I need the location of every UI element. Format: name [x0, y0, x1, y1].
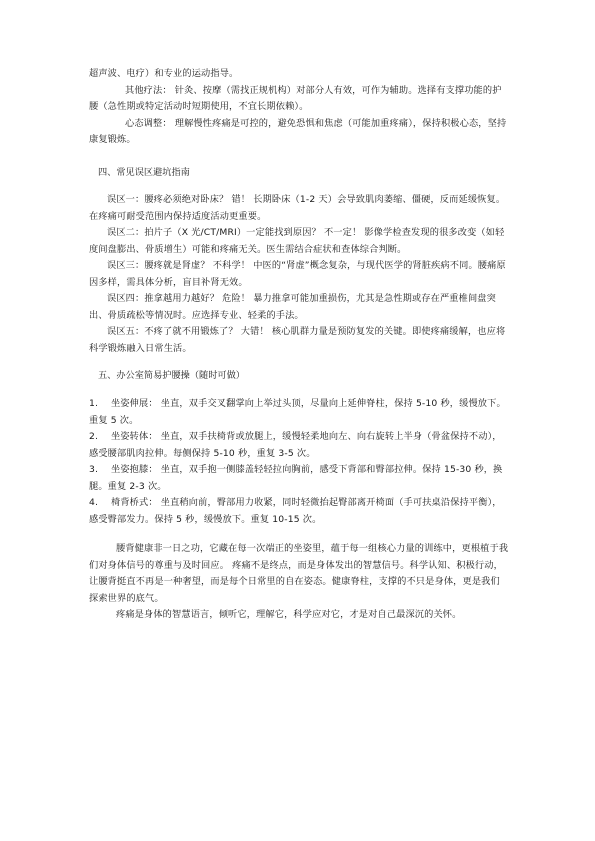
section-heading-office-exercise: 五、办公室简易护腰操（随时可做） [98, 370, 245, 381]
list-number: 2. [89, 431, 99, 442]
list-text: 坐姿伸展： 坐直，双手交叉翻掌向上举过头顶，尽量向上延伸脊柱，保持 5-10 秒，缓慢放下。重复 5 次。 [89, 398, 506, 426]
list-item [89, 396, 509, 429]
list-item [89, 462, 509, 495]
paragraph-therapy-end [89, 66, 509, 149]
paragraph-other-therapy: 其他疗法： 针灸、按摩（需找正规机构）对部分人有效，可作为辅助。选择有支撑功能的护腰（急性期或特定活动时短期使用，不宜长期依赖）。 [89, 84, 502, 112]
misconception-4: 误区四：推拿越用力越好？ 危险！ 暴力推拿可能加重损伤，尤其是急性期或存在严重椎间盘突出、骨质疏松等情况时。应选择专业、轻柔的手法。 [89, 293, 496, 321]
list-number: 4. [89, 497, 99, 508]
closing-paragraph-2: 疼痛是身体的智慧语言，倾听它，理解它，科学应对它，才是对自己最深沉的关怀。 [116, 609, 462, 620]
list-item [89, 495, 509, 528]
paragraph-misconception-group [89, 192, 509, 357]
list-text: 椅背桥式： 坐直稍向前，臀部用力收紧，同时轻微抬起臀部离开椅面（手可扶桌沿保持平衡），感受臀部发力。保持 5 秒，缓慢放下。重复 10-15 次。 [89, 497, 502, 525]
misconception-3: 误区三：腰疼就是肾虚？ 不科学！ 中医的“肾虚”概念复杂，与现代医学的肾脏疾病不同。腰痛原因多样，需具体分析，盲目补肾无效。 [89, 260, 506, 288]
paragraph-mental-adjust: 心态调整： 理解慢性疼痛是可控的，避免恐惧和焦虑（可能加重疼痛），保持积极心态，坚持康复锻炼。 [89, 117, 507, 145]
list-text: 坐姿抱膝： 坐直，双手抱一侧膝盖轻轻拉向胸前，感受下背部和臀部拉伸。保持 15-30 秒，换腿。重复 2-3 次。 [89, 464, 503, 492]
misconception-5: 误区五：不疼了就不用锻炼了？ 大错！ 核心肌群力量是预防复发的关键。即使疼痛缓解，也应将科学锻炼融入日常生活。 [89, 326, 506, 354]
misconception-2: 误区二：拍片子（X 光/CT/MRI）一定能找到原因？ 不一定！ 影像学检查发现的很多改变（如轻度间盘膨出、骨质增生）可能和疼痛无关。医生需结合症状和查体综合判断。 [89, 227, 505, 255]
list-number: 3. [89, 464, 99, 475]
closing-paragraph-1: 腰背健康非一日之功，它藏在每一次端正的坐姿里，蕴于每一组核心力量的训练中，更根植于我们对身体信号的尊重与及时回应。 疼痛不是终点，而是身体发出的智慧信号。科学认知、积极行动，让腰背挺直不再是一种奢望，而是每个日常里的自在姿态。健康脊柱，支撑的不只是身体，更是我们探索世界的底气。 [89, 543, 509, 604]
exercise-list [89, 396, 509, 528]
section-heading-misconceptions: 四、常见误区避坑指南 [98, 167, 190, 178]
list-text: 坐姿转体： 坐直，双手扶椅背或放腿上，缓慢轻柔地向左、向右旋转上半身（骨盆保持不动），感受腰部肌肉拉伸。每侧保持 5-10 秒，重复 3-5 次。 [89, 431, 502, 459]
list-number: 1. [89, 398, 99, 409]
misconception-1: 误区一：腰疼必须绝对卧床？ 错！ 长期卧床（1-2 天）会导致肌肉萎缩、僵硬，反而延缓恢复。在疼痛可耐受范围内保持适度活动更重要。 [89, 194, 506, 222]
list-item [89, 429, 509, 462]
text-line: 超声波、电疗）和专业的运动指导。 [89, 68, 239, 79]
closing-section [89, 541, 509, 624]
